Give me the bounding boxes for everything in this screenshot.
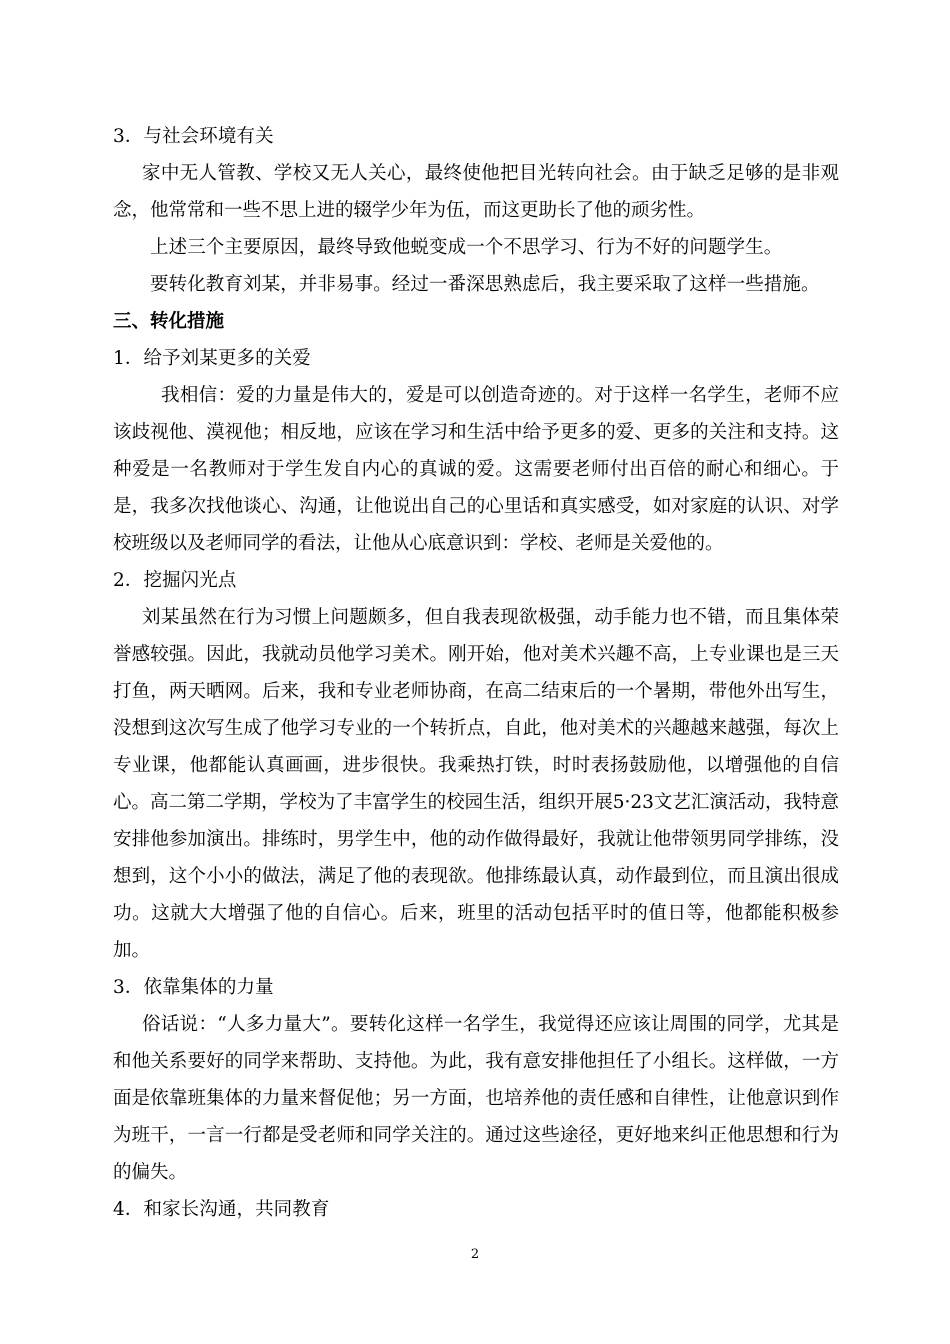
paragraph-collective-power: 俗话说：“人多力量大”。要转化这样一名学生，我觉得还应该让周围的同学，尤其是和他关系要好的同学来帮助、支持他。为此，我有意安排他担任了小组长。这样做，一方面是依靠班集体的力量来督促他；另一方面，也培养他的责任感和自律性，让他意识到作为班干，一言一行都是受老师和同学关注的。通过这些途径，更好地来纠正他思想和行为的偏失。 — [113, 1014, 839, 1183]
document-page — [113, 118, 839, 1228]
section-heading-measures: 三、转化措施 — [113, 311, 225, 332]
subsection-title-bright-spots: 2．挖掘闪光点 — [113, 570, 237, 591]
paragraph-social-environment: 家中无人管教、学校又无人关心，最终使他把目光转向社会。由于缺乏足够的是非观念，他常常和一些不思上进的辍学少年为伍，而这更助长了他的顽劣性。 — [113, 163, 839, 221]
paragraph-transition: 要转化教育刘某，并非易事。经过一番深思熟虑后，我主要采取了这样一些措施。 — [150, 274, 820, 295]
page-number: 2 — [470, 1247, 480, 1262]
subsection-title-social-environment: 3．与社会环境有关 — [113, 126, 274, 147]
paragraph-bright-spots: 刘某虽然在行为习惯上问题颇多，但自我表现欲极强，动手能力也不错，而且集体荣誉感较强。因此，我就动员他学习美术。刚开始，他对美术兴趣不高，上专业课也是三天打鱼，两天晒网。后来，我和专业老师协商，在高二结束后的一个暑期，带他外出写生，没想到这次写生成了他学习专业的一个转折点，自此，他对美术的兴趣越来越强，每次上专业课，他都能认真画画，进步很快。我乘热打铁，时时表扬鼓励他，以增强他的自信心。高二第二学期，学校为了丰富学生的校园生活，组织开展5·23文艺汇演活动，我特意安排他参加演出。排练时，男学生中，他的动作做得最好，我就让他带领男同学排练，没想到，这个小小的做法，满足了他的表现欲。他排练最认真，动作最到位，而且演出很成功。这就大大增强了他的自信心。后来，班里的活动包括平时的值日等，他都能积极参加。 — [113, 607, 839, 961]
subsection-title-collective-power: 3．依靠集体的力量 — [113, 977, 274, 998]
subsection-title-parent-communication: 4．和家长沟通，共同教育 — [113, 1199, 330, 1220]
paragraph-more-care: 我相信：爱的力量是伟大的，爱是可以创造奇迹的。对于这样一名学生，老师不应该歧视他、漠视他；相反地，应该在学习和生活中给予更多的爱、更多的关注和支持。这种爱是一名教师对于学生发自内心的真诚的爱。这需要老师付出百倍的耐心和细心。于是，我多次找他谈心、沟通，让他说出自己的心里话和真实感受，如对家庭的认识、对学校班级以及老师同学的看法，让他从心底意识到：学校、老师是关爱他的。 — [113, 385, 839, 554]
paragraph-summary: 上述三个主要原因，最终导致他蜕变成一个不思学习、行为不好的问题学生。 — [150, 237, 783, 258]
subsection-title-more-care: 1．给予刘某更多的关爱 — [113, 348, 311, 369]
